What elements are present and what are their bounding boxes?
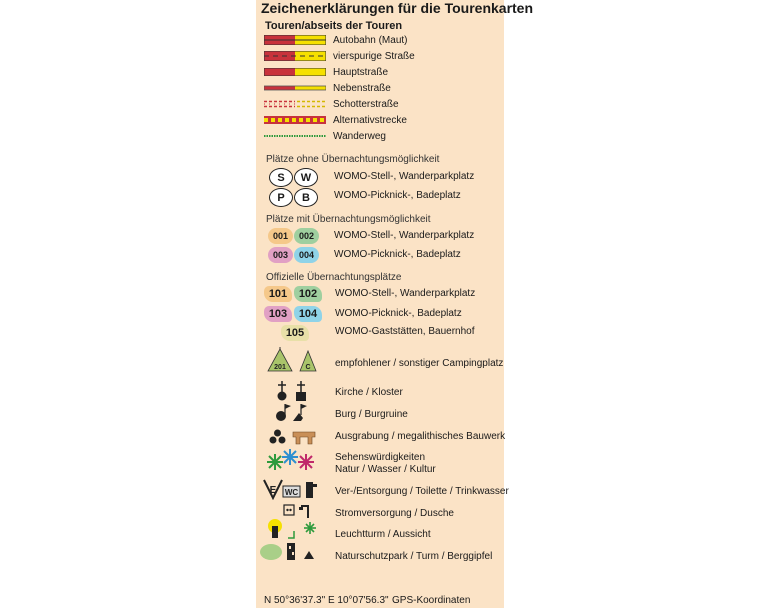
stay-badge-003: 003 xyxy=(268,247,293,263)
stay-badge-001: 001 xyxy=(268,228,293,244)
road-label: Wanderweg xyxy=(333,131,386,142)
legend-label: empfohlener / sonstiger Campingplatz xyxy=(335,358,504,369)
road-fourlane-icon xyxy=(264,51,326,61)
official-badge-105: 105 xyxy=(281,325,309,341)
road-label: Nebenstraße xyxy=(333,83,391,94)
legend-label: Kirche / Kloster xyxy=(335,387,403,398)
official-badge-104: 104 xyxy=(294,306,322,322)
stay-badge-004: 004 xyxy=(294,247,319,263)
section-roads-heading: Touren/abseits der Touren xyxy=(265,20,403,32)
road-label: Autobahn (Maut) xyxy=(333,35,408,46)
road-label: Hauptstraße xyxy=(333,67,389,78)
wanderparkplatz-badge: W xyxy=(294,168,318,187)
road-main-icon xyxy=(264,68,326,76)
section-official-heading: Offizielle Übernachtungsplätze xyxy=(266,272,402,283)
legend-label: Sehenswürdigkeiten xyxy=(335,452,426,463)
official-badge-101: 101 xyxy=(264,286,292,302)
legend-label: WOMO-Gaststätten, Bauernhof xyxy=(335,326,475,337)
legend-label-2: Natur / Wasser / Kultur xyxy=(335,464,436,475)
legend-label: Stromversorgung / Dusche xyxy=(335,508,454,519)
road-minor-icon xyxy=(264,85,326,91)
campingplatz-201-text: 201 xyxy=(274,364,286,371)
church-icon xyxy=(274,380,308,402)
power-shower-icon xyxy=(283,503,313,519)
official-badge-103: 103 xyxy=(264,306,292,322)
stay-badge-002: 002 xyxy=(294,228,319,244)
campingplatz-icon xyxy=(264,347,324,373)
section-stay-heading: Plätze mit Übernachtungsmöglichkeit xyxy=(266,214,431,225)
legend-title: Zeichenerklärungen für die Tourenkarten xyxy=(261,0,534,16)
road-hiking-icon xyxy=(264,134,326,138)
supply-e-text: E xyxy=(269,485,277,496)
legend-label: WOMO-Picknick-, Badeplatz xyxy=(334,249,461,260)
sights-icon xyxy=(265,448,321,474)
naturepark-tower-peak-icon xyxy=(259,540,319,562)
supply-icon xyxy=(263,478,323,500)
campingplatz-c-text: C xyxy=(305,364,311,371)
legend-label: WOMO-Stell-, Wanderparkplatz xyxy=(334,230,475,241)
legend-label: WOMO-Stell-, Wanderparkplatz xyxy=(335,288,476,299)
castle-icon xyxy=(274,401,310,423)
excavation-icon xyxy=(268,427,318,447)
legend-label: Ausgrabung / megalithisches Bauwerk xyxy=(335,431,506,442)
legend-label: Naturschutzpark / Turm / Berggipfel xyxy=(335,551,493,562)
legend-label: Leuchtturm / Aussicht xyxy=(335,529,431,540)
picknick-badge: P xyxy=(269,188,293,207)
road-gravel-icon xyxy=(264,100,326,108)
road-autobahn-icon xyxy=(264,35,326,45)
legend-label: WOMO-Picknick-, Badeplatz xyxy=(335,308,462,319)
road-alternative-icon xyxy=(264,116,326,124)
legend-label: Ver-/Entsorgung / Toilette / Trinkwasser xyxy=(335,486,509,497)
road-label: Schotterstraße xyxy=(333,99,399,110)
official-badge-102: 102 xyxy=(294,286,322,302)
gps-label: GPS-Koordinaten xyxy=(392,595,471,606)
road-label: vierspurige Straße xyxy=(333,51,415,62)
gps-coordinates: N 50°36'37.3" E 10°07'56.3" xyxy=(264,595,389,606)
section-no-stay-heading: Plätze ohne Übernachtungsmöglichkeit xyxy=(266,154,440,165)
legend-label: WOMO-Stell-, Wanderparkplatz xyxy=(334,171,475,182)
legend-label: WOMO-Picknick-, Badeplatz xyxy=(334,190,461,201)
stellplatz-badge: S xyxy=(269,168,293,187)
lighthouse-view-icon xyxy=(266,518,320,540)
legend-label: Burg / Burgruine xyxy=(335,409,408,420)
road-label: Alternativstrecke xyxy=(333,115,407,126)
supply-wc-text: WC xyxy=(284,488,299,497)
badeplatz-badge: B xyxy=(294,188,318,207)
